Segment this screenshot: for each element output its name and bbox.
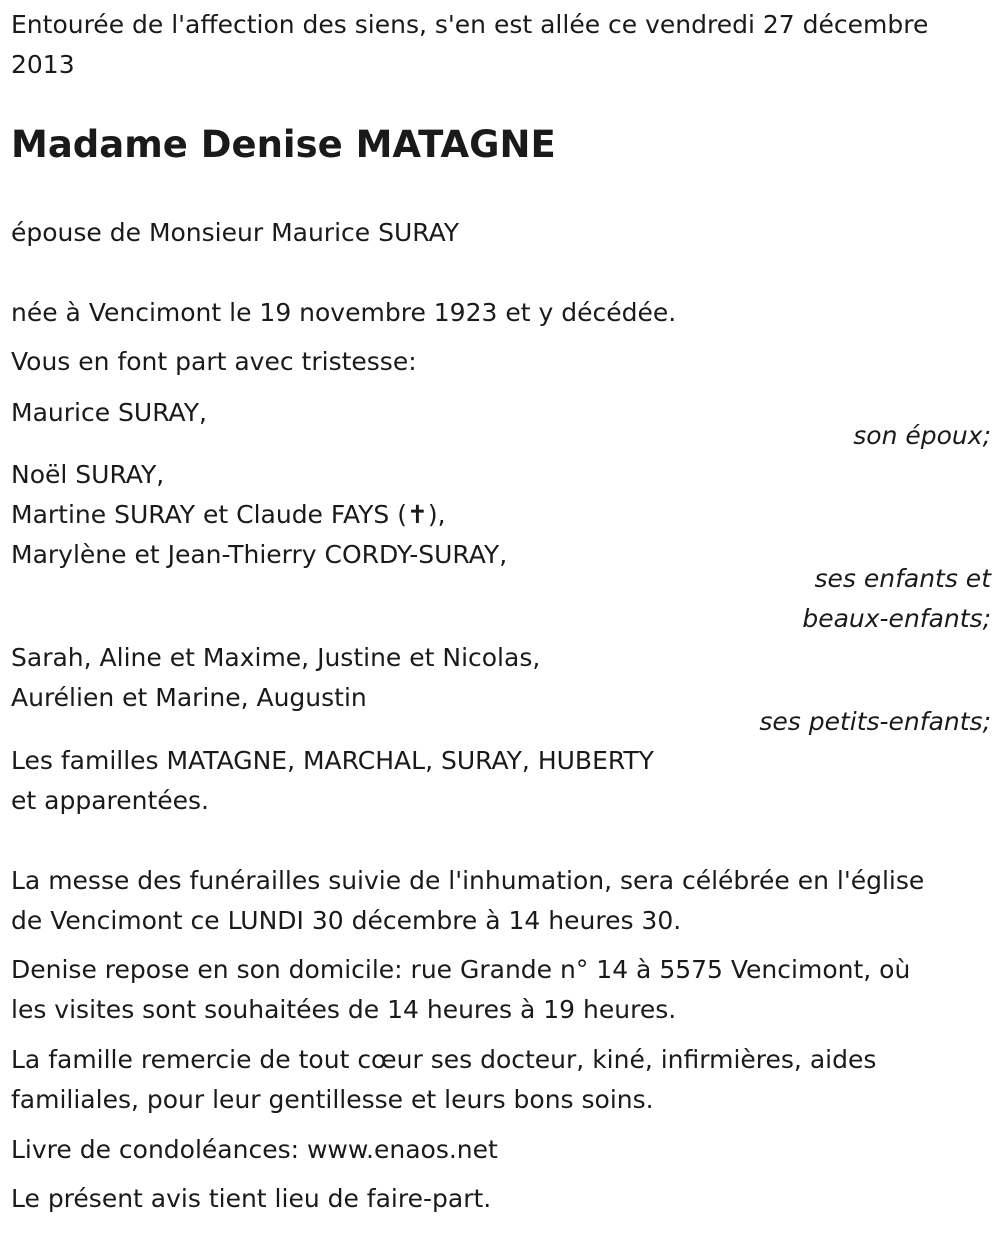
grandchildren-line: Aurélien et Marine, Augustin: [11, 683, 367, 712]
thanks-paragraph: familiales, pour leur gentillesse et leurs bons soins.: [11, 1085, 654, 1114]
closing-line: Le présent avis tient lieu de faire-part.: [11, 1184, 492, 1213]
role-grandchildren: ses petits-enfants;: [759, 707, 991, 736]
child-name: Martine SURAY et Claude FAYS (✝),: [11, 500, 446, 529]
families-line: et apparentées.: [11, 786, 209, 815]
child-name: Noël SURAY,: [11, 460, 165, 489]
visit-paragraph: les visites sont souhaitées de 14 heures à 19 heures.: [11, 995, 677, 1024]
intro-line-1: Entourée de l'affection des siens, s'en est allée ce vendredi 27 décembre: [11, 10, 929, 39]
condolence-book-line: Livre de condoléances: www.enaos.net: [11, 1135, 498, 1164]
role-spouse: son époux;: [853, 421, 991, 450]
spouse-name: Maurice SURAY,: [11, 398, 207, 427]
funeral-paragraph: de Vencimont ce LUNDI 30 décembre à 14 heures 30.: [11, 906, 682, 935]
birth-line: née à Vencimont le 19 novembre 1923 et y décédée.: [11, 298, 677, 327]
spouse-line: épouse de Monsieur Maurice SURAY: [11, 218, 460, 247]
role-children-2: beaux-enfants;: [802, 604, 991, 633]
child-name: Marylène et Jean-Thierry CORDY-SURAY,: [11, 540, 508, 569]
intro-line-2: 2013: [11, 50, 75, 79]
funeral-paragraph: La messe des funérailles suivie de l'inhumation, sera célébrée en l'église: [11, 866, 925, 895]
thanks-paragraph: La famille remercie de tout cœur ses docteur, kiné, infirmières, aides: [11, 1045, 877, 1074]
deceased-name: Madame Denise MATAGNE: [11, 123, 556, 166]
role-children-1: ses enfants et: [814, 564, 991, 593]
families-line: Les familles MATAGNE, MARCHAL, SURAY, HUBERTY: [11, 746, 654, 775]
announce-line: Vous en font part avec tristesse:: [11, 347, 417, 376]
grandchildren-line: Sarah, Aline et Maxime, Justine et Nicolas,: [11, 643, 541, 672]
visit-paragraph: Denise repose en son domicile: rue Grande n° 14 à 5575 Vencimont, où: [11, 955, 911, 984]
